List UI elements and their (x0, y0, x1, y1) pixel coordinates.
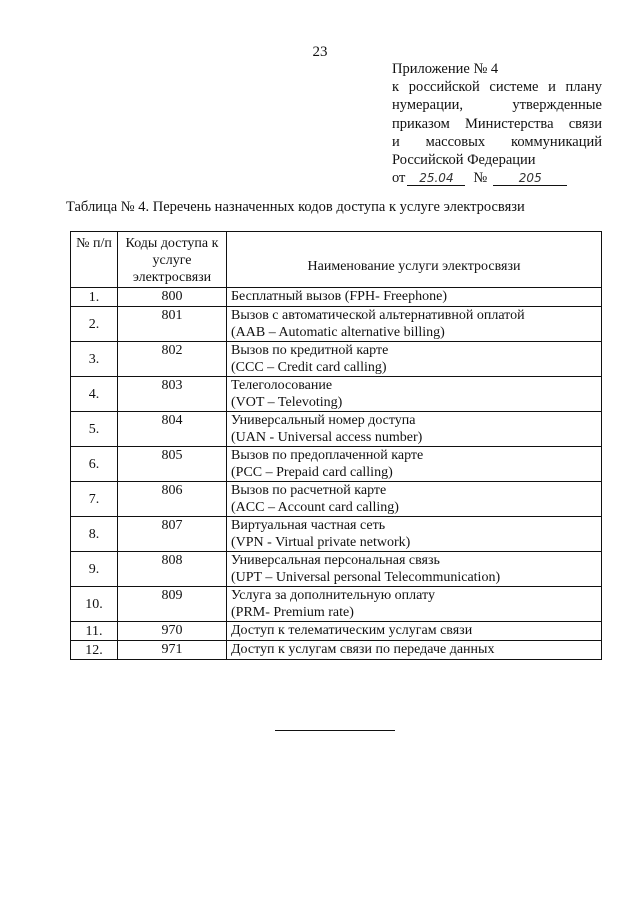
service-name-ru: Универсальный номер доступа (231, 413, 416, 428)
service-name-en: (ACC – Account card calling) (231, 500, 399, 515)
service-name-en: (VPN - Virtual private network) (231, 535, 411, 550)
date-prefix: от (392, 170, 406, 187)
table-header-row (71, 232, 602, 288)
service-name-en: (VOT – Televoting) (231, 395, 343, 410)
header-code: Коды доступа к услуге электросвязи (118, 232, 227, 288)
access-code: 800 (118, 288, 227, 307)
access-code: 808 (118, 552, 227, 587)
service-name-en: (PCC – Prepaid card calling) (231, 465, 393, 480)
service-name (227, 517, 602, 552)
appendix-line-4: и массовых коммуникаций (392, 133, 602, 150)
appendix-title: Приложение № 4 (392, 61, 499, 77)
service-name-en: (UPT – Universal personal Telecommunication) (231, 570, 501, 585)
service-name (227, 482, 602, 517)
row-number: 7. (71, 482, 118, 517)
row-number: 11. (71, 622, 118, 641)
service-name (227, 288, 602, 307)
table-row (71, 641, 602, 660)
service-name-ru: Бесплатный вызов (FPH- Freephone) (231, 289, 447, 304)
service-name (227, 641, 602, 660)
access-code: 806 (118, 482, 227, 517)
table-row (71, 622, 602, 641)
appendix-line-1: к российской системе и плану (392, 79, 602, 96)
row-number: 1. (71, 288, 118, 307)
row-number: 3. (71, 342, 118, 377)
service-name (227, 377, 602, 412)
row-number: 12. (71, 641, 118, 660)
service-name-ru: Доступ к услугам связи по передаче данных (231, 642, 495, 657)
handwritten-number: 205 (493, 171, 567, 186)
table-row (71, 377, 602, 412)
number-prefix: № (473, 170, 488, 187)
service-name (227, 447, 602, 482)
table-row (71, 587, 602, 622)
row-number: 8. (71, 517, 118, 552)
footer-divider (275, 730, 395, 731)
service-name-ru: Вызов по кредитной карте (231, 343, 389, 358)
access-code: 971 (118, 641, 227, 660)
table-row (71, 517, 602, 552)
table-title: Таблица № 4. Перечень назначенных кодов доступа к услуге электросвязи (66, 199, 525, 215)
table-row (71, 552, 602, 587)
access-code: 801 (118, 307, 227, 342)
service-name-en: (UAN - Universal access number) (231, 430, 423, 445)
row-number: 2. (71, 307, 118, 342)
appendix-line-3: приказом Министерства связи (392, 115, 602, 132)
row-number: 5. (71, 412, 118, 447)
service-name-ru: Телеголосование (231, 378, 333, 393)
appendix-date-line (392, 169, 602, 187)
service-name (227, 307, 602, 342)
table-row (71, 482, 602, 517)
service-name-ru: Вызов по предоплаченной карте (231, 448, 424, 463)
service-name-ru: Доступ к телематическим услугам связи (231, 623, 473, 638)
table-body (71, 288, 602, 660)
service-name-ru: Вызов по расчетной карте (231, 483, 387, 498)
service-name (227, 587, 602, 622)
row-number: 4. (71, 377, 118, 412)
service-name-ru: Услуга за дополнительную оплату (231, 588, 435, 603)
table-row (71, 307, 602, 342)
access-code: 803 (118, 377, 227, 412)
service-name (227, 622, 602, 641)
table-row (71, 342, 602, 377)
service-name (227, 412, 602, 447)
handwritten-date: 25.04 (407, 171, 465, 186)
table-row (71, 412, 602, 447)
service-name-en: (PRM- Premium rate) (231, 605, 354, 620)
table-row (71, 447, 602, 482)
row-number: 6. (71, 447, 118, 482)
page-number: 23 (312, 44, 328, 60)
access-code: 804 (118, 412, 227, 447)
service-name-ru: Вызов с автоматической альтернативной оплатой (231, 308, 525, 323)
appendix-block (392, 60, 602, 187)
appendix-line-5: Российской Федерации (392, 152, 536, 169)
service-name-en: (CCC – Credit card calling) (231, 360, 387, 375)
table-row (71, 288, 602, 307)
service-name-en: (AAB – Automatic alternative billing) (231, 325, 445, 340)
access-codes-table (70, 231, 602, 660)
header-name: Наименование услуги электросвязи (227, 232, 602, 288)
access-code: 807 (118, 517, 227, 552)
access-code: 805 (118, 447, 227, 482)
row-number: 10. (71, 587, 118, 622)
service-name (227, 552, 602, 587)
access-code: 970 (118, 622, 227, 641)
service-name-ru: Универсальная персональная связь (231, 553, 440, 568)
access-code: 809 (118, 587, 227, 622)
service-name (227, 342, 602, 377)
appendix-line-2: нумерации, утвержденные (392, 97, 602, 114)
header-num: № п/п (71, 232, 118, 288)
service-name-ru: Виртуальная частная сеть (231, 518, 386, 533)
access-code: 802 (118, 342, 227, 377)
row-number: 9. (71, 552, 118, 587)
